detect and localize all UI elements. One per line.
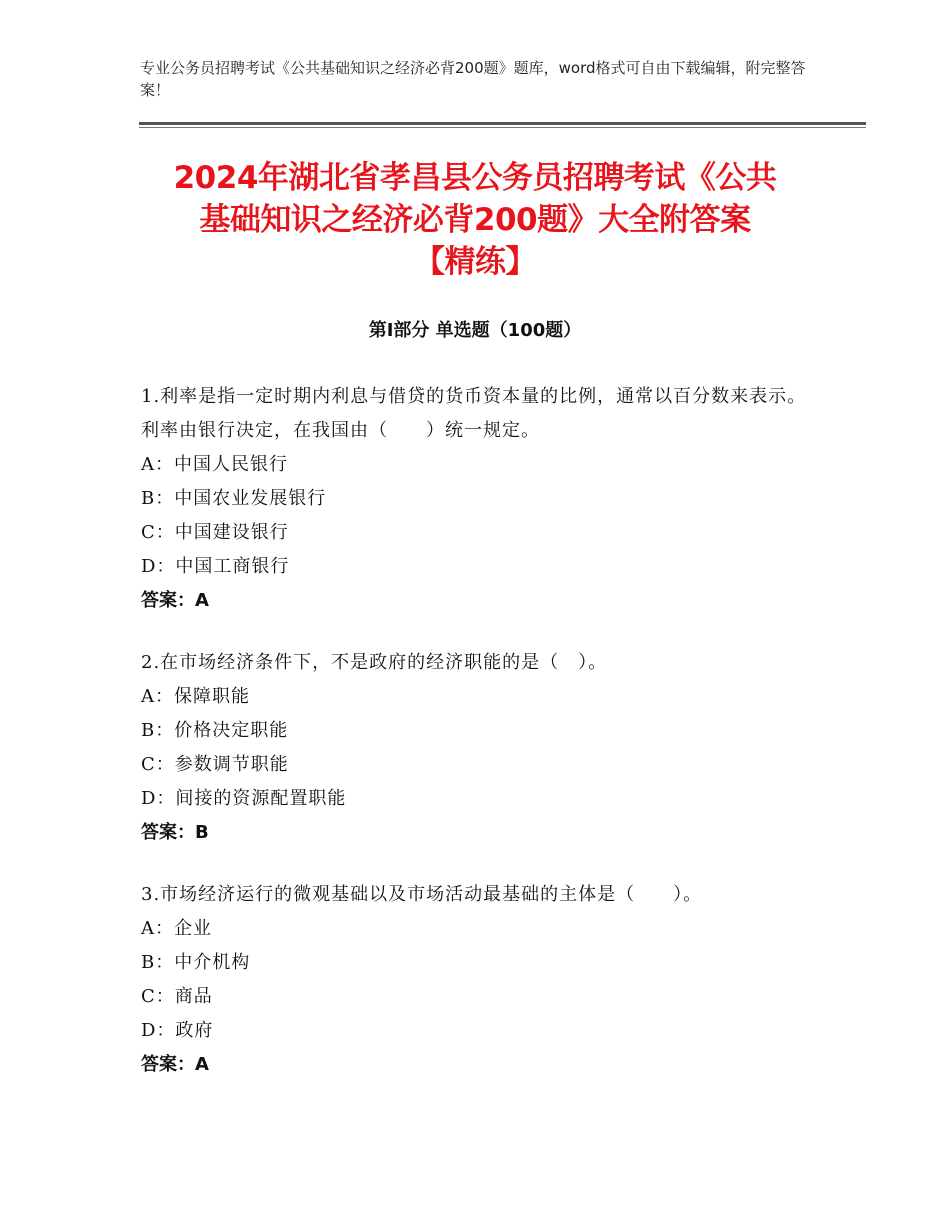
header-divider-thin [139, 127, 866, 128]
option-b: B：价格决定职能 [141, 720, 289, 741]
option-a: A：企业 [141, 918, 212, 939]
question-text: 2.在市场经济条件下，不是政府的经济职能的是（ ）。 [141, 652, 608, 673]
option-c: C：参数调节职能 [141, 754, 289, 775]
question-text: 3.市场经济运行的微观基础以及市场活动最基础的主体是（ ）。 [141, 884, 703, 905]
document-title-line-3: 【精练】 [414, 244, 536, 280]
question-3 [141, 878, 811, 1082]
answer-label: 答案：A [141, 590, 209, 611]
option-b: B：中国农业发展银行 [141, 488, 327, 509]
option-d: D：间接的资源配置职能 [141, 788, 347, 809]
header-note: 专业公务员招聘考试《公共基础知识之经济必背200题》题库，word格式可自由下载编辑，附完整答案！ [140, 59, 806, 99]
document-title [130, 157, 820, 283]
section-title: 第Ⅰ部分 单选题（100题） [368, 320, 582, 341]
header-divider-thick [139, 122, 866, 125]
option-d: D：中国工商银行 [141, 556, 290, 577]
option-b: B：中介机构 [141, 952, 251, 973]
document-title-line-1: 2024年湖北省孝昌县公务员招聘考试《公共 [173, 160, 777, 196]
option-c: C：商品 [141, 986, 213, 1007]
option-a: A：中国人民银行 [141, 454, 288, 475]
question-2 [141, 646, 811, 850]
answer-label: 答案：B [141, 822, 209, 843]
option-c: C：中国建设银行 [141, 522, 289, 543]
document-title-line-2: 基础知识之经济必背200题》大全附答案 [199, 202, 751, 238]
answer-label: 答案：A [141, 1054, 209, 1075]
option-d: D：政府 [141, 1020, 214, 1041]
question-text: 1.利率是指一定时期内利息与借贷的货币资本量的比例，通常以百分数来表示。利率由银行决定，在我国由（ ）统一规定。 [141, 386, 807, 441]
option-a: A：保障职能 [141, 686, 250, 707]
question-list [141, 380, 811, 1110]
question-1 [141, 380, 811, 618]
